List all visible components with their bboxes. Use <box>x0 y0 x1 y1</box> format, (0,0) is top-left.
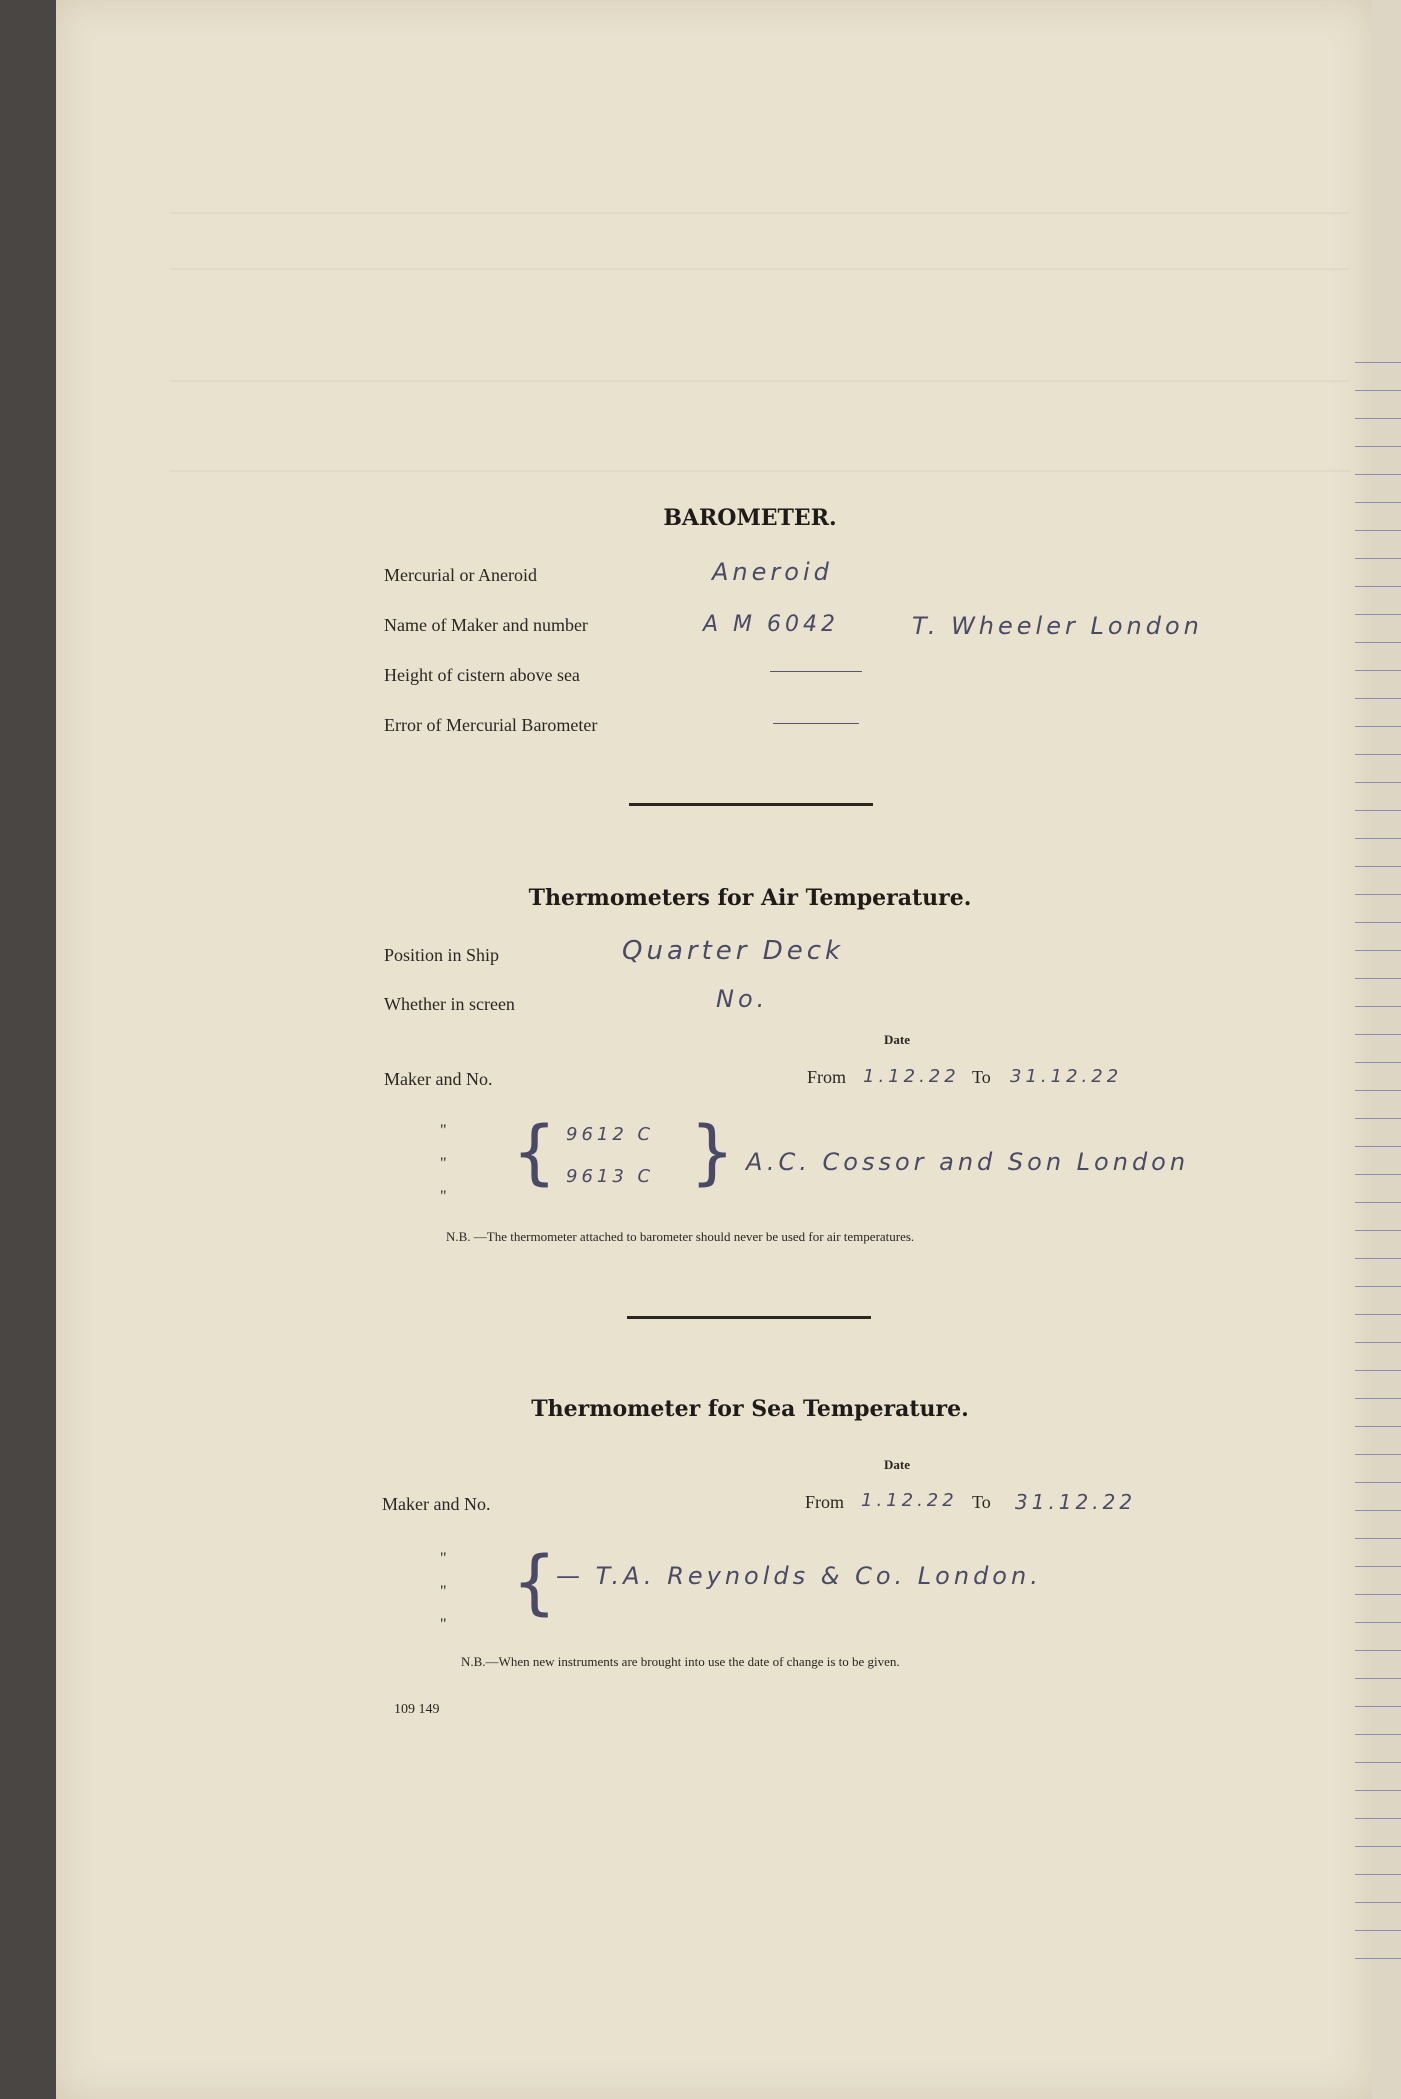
ledger-rule-line <box>1355 1706 1401 1707</box>
ledger-rule-line <box>1355 782 1401 783</box>
sea-to-label: To <box>972 1492 991 1512</box>
section-divider <box>627 1316 871 1319</box>
ditto-mark: " <box>440 1616 447 1633</box>
ledger-rule-line <box>1355 642 1401 643</box>
ledger-rule-line <box>1355 1622 1401 1623</box>
ledger-rule-line <box>1355 1342 1401 1343</box>
bleed-through-line <box>170 380 1350 382</box>
barometer-error-blank <box>773 723 859 724</box>
ledger-rule-line <box>1355 698 1401 699</box>
sea-from-label: From <box>805 1492 845 1512</box>
ledger-rule-line <box>1355 1930 1401 1931</box>
ditto-mark: " <box>440 1122 447 1139</box>
ledger-rule-line <box>1355 530 1401 531</box>
mercurial-label: Mercurial or Aneroid <box>384 565 537 585</box>
section-divider <box>629 803 873 806</box>
position-label: Position in Ship <box>384 945 500 965</box>
ditto-mark: " <box>440 1188 447 1205</box>
screen-value: No. <box>716 985 769 1013</box>
ledger-rule-line <box>1355 1818 1401 1819</box>
ledger-rule-line <box>1355 1790 1401 1791</box>
ledger-rule-line <box>1355 1398 1401 1399</box>
ledger-rule-line <box>1355 1538 1401 1539</box>
ledger-rule-line <box>1355 390 1401 391</box>
thermometer-number: 9612 C <box>566 1124 655 1145</box>
air-to-date: 31.12.22 <box>1010 1066 1123 1087</box>
air-from-label: From <box>807 1067 847 1087</box>
ledger-rule-line <box>1355 474 1401 475</box>
barometer-heading: BAROMETER. <box>663 505 837 531</box>
ledger-rule-line <box>1355 1846 1401 1847</box>
ledger-rule-line <box>1355 446 1401 447</box>
ledger-rule-line <box>1355 950 1401 951</box>
barometer-maker-name: T. Wheeler London <box>912 612 1203 640</box>
ledger-rule-line <box>1355 866 1401 867</box>
ledger-rule-line <box>1355 838 1401 839</box>
ledger-rule-line <box>1355 362 1401 363</box>
ditto-mark: " <box>440 1583 447 1600</box>
bleed-through-line <box>170 212 1350 214</box>
maker-number-label: Name of Maker and number <box>384 615 588 635</box>
ledger-rule-line <box>1355 1286 1401 1287</box>
ledger-rule-line <box>1355 894 1401 895</box>
ledger-rule-line <box>1355 1482 1401 1483</box>
position-value: Quarter Deck <box>622 936 845 966</box>
ledger-rule-line <box>1355 1006 1401 1007</box>
ledger-rule-line <box>1355 1062 1401 1063</box>
thermometer-number: 9613 C <box>566 1166 655 1187</box>
ledger-rule-line <box>1355 1454 1401 1455</box>
barometer-maker-number: A M 6042 <box>703 612 840 637</box>
sea-date-label: Date <box>884 1457 910 1472</box>
barometer-error-label: Error of Mercurial Barometer <box>384 715 598 735</box>
ledger-rule-line <box>1355 1566 1401 1567</box>
ledger-rule-line <box>1355 586 1401 587</box>
ledger-rule-line <box>1355 1202 1401 1203</box>
air-note: N.B. —The thermometer attached to barometer should never be used for air temperatures. <box>446 1229 915 1244</box>
left-brace: { <box>512 1111 557 1193</box>
sea-note: N.B.—When new instruments are brought into use the date of change is to be given. <box>461 1654 900 1669</box>
cistern-height-label: Height of cistern above sea <box>384 665 580 685</box>
screen-label: Whether in screen <box>384 994 515 1014</box>
ledger-rule-line <box>1355 1118 1401 1119</box>
ledger-rule-line <box>1355 1650 1401 1651</box>
air-date-label: Date <box>884 1032 910 1047</box>
sea-thermometer-heading: Thermometer for Sea Temperature. <box>531 1396 969 1422</box>
ledger-rule-line <box>1355 978 1401 979</box>
air-maker-value: A.C. Cossor and Son London <box>746 1148 1190 1176</box>
left-brace: { <box>512 1541 557 1623</box>
sea-from-date: 1.12.22 <box>861 1490 958 1511</box>
sea-maker-label: Maker and No. <box>382 1494 491 1514</box>
ledger-rule-line <box>1355 726 1401 727</box>
ledger-rule-line <box>1355 1734 1401 1735</box>
air-from-date: 1.12.22 <box>863 1066 960 1087</box>
ditto-mark: " <box>440 1550 447 1567</box>
ledger-rule-line <box>1355 614 1401 615</box>
ditto-mark: " <box>440 1155 447 1172</box>
ledger-rule-line <box>1355 558 1401 559</box>
ledger-rule-line <box>1355 1258 1401 1259</box>
ledger-rule-line <box>1355 1874 1401 1875</box>
ledger-rule-line <box>1355 1510 1401 1511</box>
sea-maker-value: — T.A. Reynolds & Co. London. <box>556 1562 1042 1590</box>
ledger-rule-line <box>1355 1594 1401 1595</box>
ledger-rule-line <box>1355 922 1401 923</box>
air-to-label: To <box>972 1067 991 1087</box>
bleed-through-line <box>170 470 1350 472</box>
ledger-rule-line <box>1355 1762 1401 1763</box>
ledger-rule-line <box>1355 1090 1401 1091</box>
ledger-rule-line <box>1355 810 1401 811</box>
ledger-rule-line <box>1355 418 1401 419</box>
ledger-rule-line <box>1355 1370 1401 1371</box>
ledger-rule-line <box>1355 1426 1401 1427</box>
ledger-rule-line <box>1355 1174 1401 1175</box>
ledger-rule-line <box>1355 1146 1401 1147</box>
ledger-edge <box>1372 0 1401 2099</box>
bleed-through-line <box>170 268 1350 270</box>
document-page <box>56 0 1372 2099</box>
sea-to-date: 31.12.22 <box>1015 1490 1137 1514</box>
ledger-rule-line <box>1355 1314 1401 1315</box>
right-brace: } <box>690 1111 735 1193</box>
ledger-rule-line <box>1355 754 1401 755</box>
cistern-height-blank <box>770 671 862 672</box>
mercurial-value: Aneroid <box>712 558 833 586</box>
ledger-rule-line <box>1355 1902 1401 1903</box>
ledger-rule-line <box>1355 1678 1401 1679</box>
ledger-rule-line <box>1355 1958 1401 1959</box>
air-thermometer-heading: Thermometers for Air Temperature. <box>528 885 972 911</box>
ledger-rule-line <box>1355 1034 1401 1035</box>
ledger-rule-line <box>1355 670 1401 671</box>
ledger-rule-line <box>1355 1230 1401 1231</box>
ledger-rule-line <box>1355 502 1401 503</box>
air-maker-label: Maker and No. <box>384 1069 493 1089</box>
form-number: 109 149 <box>394 1702 440 1717</box>
